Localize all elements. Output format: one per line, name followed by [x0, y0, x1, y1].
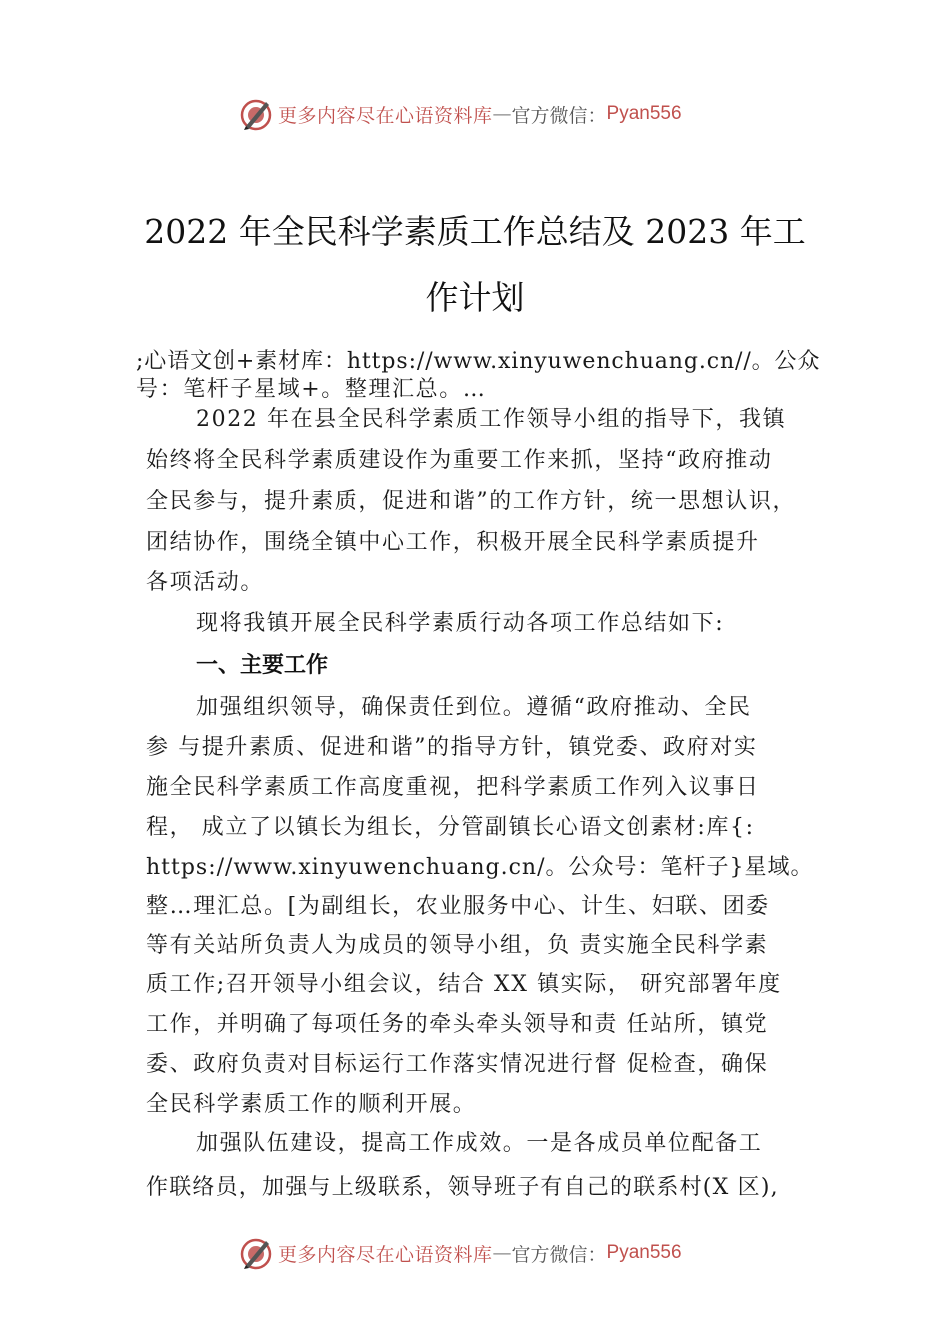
body-line: 全民参与，提升素质，促进和谐”的工作方针，统一思想认识， [146, 489, 797, 514]
pen-circle-logo-icon [238, 96, 274, 132]
banner-separator: — [492, 103, 512, 125]
body-line: 现将我镇开展全民科学素质行动各项工作总结如下: [196, 611, 725, 636]
body-line: 等有关站所负责人为成员的领导小组，负 责实施全民科学素 [146, 933, 769, 958]
body-line: https://www.xinyuwenchuang.cn/。公众号：笔杆子}星域。 [146, 855, 814, 880]
body-line: 各项活动。 [146, 570, 265, 595]
body-line: 施全民科学素质工作高度重视，把科学素质工作列入议事日 [146, 775, 760, 800]
banner-wechat-id: Pyan556 [606, 103, 682, 124]
section-heading: 一、主要工作 [196, 653, 329, 678]
header-banner [0, 94, 950, 134]
body-line: 2022 年在县全民科学素质工作领导小组的指导下，我镇 [196, 407, 787, 432]
footer-banner [0, 1233, 950, 1273]
body-line: 团结协作，围绕全镇中心工作，积极开展全民科学素质提升 [146, 530, 760, 555]
document-title-line-1: 2022 年全民科学素质工作总结及 2023 年工 [144, 212, 806, 251]
body-line: 质工作;召开领导小组会议，结合 XX 镇实际， 研究部署年度 [146, 972, 782, 997]
banner-wechat-id: Pyan556 [606, 1242, 682, 1263]
body-line: 作联络员，加强与上级联系，领导班子有自己的联系村(X 区), [146, 1175, 779, 1200]
pen-circle-logo-icon [238, 1235, 274, 1271]
banner-text: 更多内容尽在心语资料库 [278, 1243, 493, 1266]
body-line: 始终将全民科学素质建设作为重要工作来抓，坚持“政府推动 [146, 448, 773, 473]
body-line: 委、政府负责对目标运行工作落实情况进行督 促检查，确保 [146, 1052, 769, 1077]
banner-text: 更多内容尽在心语资料库 [278, 104, 493, 127]
body-line: 加强组织领导，确保责任到位。遵循“政府推动、全民 [196, 695, 752, 720]
body-line: 参 与提升素质、促进和谐”的指导方针，镇党委、政府对实 [146, 735, 758, 760]
banner-wechat-label: 官方微信： [511, 104, 607, 127]
body-line: 工作，并明确了每项任务的牵头牵头领导和责 任站所，镇党 [146, 1012, 769, 1037]
body-line: 整…理汇总。[为副组长，农业服务中心、计生、妇联、团委 [146, 894, 770, 919]
body-line: 程， 成立了以镇长为组长，分管副镇长心语文创素材:库{: [146, 815, 755, 840]
body-line: 号：笔杆子星域+。整理汇总。… [136, 377, 487, 402]
document-title-line-2: 作计划 [425, 278, 525, 317]
body-line: 全民科学素质工作的顺利开展。 [146, 1092, 477, 1117]
banner-separator: — [492, 1242, 512, 1264]
banner-wechat-label: 官方微信： [511, 1243, 607, 1266]
body-line: ;心语文创+素材库：https://www.xinyuwenchuang.cn//。公众 [136, 349, 821, 374]
body-line: 加强队伍建设，提高工作成效。一是各成员单位配备工 [196, 1131, 763, 1156]
